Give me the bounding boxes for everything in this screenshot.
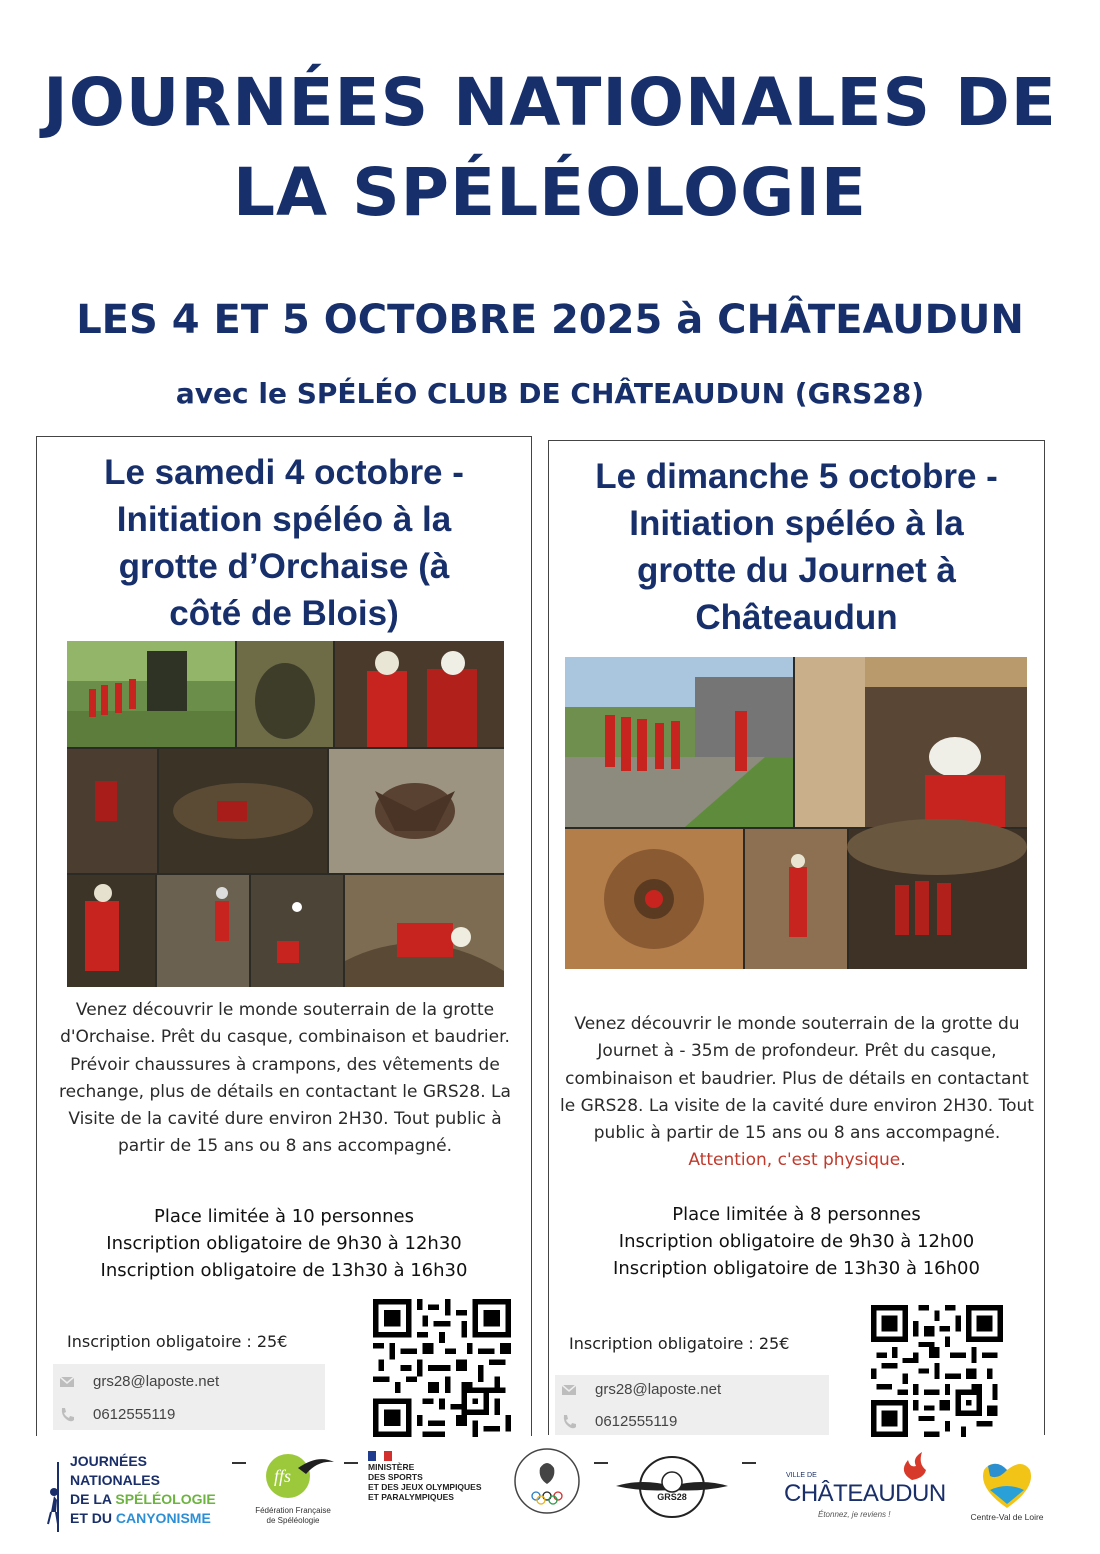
mail-icon	[59, 1374, 75, 1390]
separator	[232, 1462, 246, 1464]
sunday-slot-afternoon: Inscription obligatoire de 13h30 à 16h00	[613, 1258, 980, 1279]
main-title	[0, 58, 1100, 238]
jns-line-3b: SPÉLÉOLOGIE	[115, 1491, 216, 1507]
saturday-description: Venez découvrir le monde souterrain de la grotte d'Orchaise. Prêt du casque, combinaison et baudrier. Prévoir chaussures à crampons, des vêtements de rechange, plus de détails en contactant le GRS28. La Visite de la cavité dure environ 2H30. Tout public à partir de 15 ans ou 8 ans accompagné.	[59, 1000, 511, 1157]
region-name: Centre-Val de Loire	[970, 1512, 1044, 1522]
event-dates: LES 4 ET 5 OCTOBRE 2025 à CHÂTEAUDUN	[76, 297, 1024, 343]
ministry-line-2: DES SPORTS	[368, 1472, 423, 1482]
ministry-line-4: ET PARALYMPIQUES	[368, 1492, 454, 1502]
ffs-logo	[248, 1448, 338, 1534]
saturday-heading-line: côté de Blois)	[169, 594, 399, 633]
ministry-line-3: ET DES JEUX OLYMPIQUES	[368, 1482, 482, 1492]
saturday-contact-box	[53, 1364, 325, 1430]
saturday-fee: Inscription obligatoire : 25€	[67, 1332, 288, 1351]
sunday-places: Place limitée à 8 personnes	[672, 1204, 921, 1225]
chateaudun-tagline: Étonnez, je reviens !	[818, 1510, 891, 1519]
svg-text:ffs: ffs	[274, 1466, 292, 1486]
ffs-caption-1: Fédération Française	[255, 1506, 331, 1515]
region-logo	[960, 1454, 1054, 1534]
sunday-heading-line: Châteaudun	[695, 598, 898, 637]
french-flag-icon	[368, 1451, 392, 1461]
title-line-2: LA SPÉLÉOLOGIE	[233, 154, 867, 231]
jns-line-4a: ET DU	[70, 1510, 116, 1526]
club-name: avec le SPÉLÉO CLUB DE CHÂTEAUDUN (GRS28)	[175, 377, 925, 410]
sunday-registration-info	[549, 1201, 1044, 1282]
chateaudun-logo	[784, 1452, 946, 1532]
region-heart-icon	[960, 1454, 1054, 1510]
jns-line-2: NATIONALES	[70, 1472, 160, 1488]
sunday-phone-row[interactable]	[555, 1407, 829, 1437]
orchaise-photo-collage	[67, 641, 504, 987]
saturday-qr-code[interactable]	[373, 1299, 511, 1437]
sunday-contact-box	[555, 1375, 829, 1435]
journet-collage-graphic	[565, 657, 1027, 969]
separator	[742, 1462, 756, 1464]
ministry-logo	[368, 1448, 498, 1534]
sunday-warning: Attention, c'est physique	[688, 1150, 901, 1171]
saturday-phone[interactable]: 0612555119	[93, 1406, 176, 1423]
phone-icon	[561, 1414, 577, 1430]
sunday-email[interactable]: grs28@laposte.net	[595, 1381, 722, 1398]
sunday-fee: Inscription obligatoire : 25€	[569, 1334, 790, 1353]
sunday-heading-line: Le dimanche 5 octobre -	[595, 457, 998, 496]
sunday-panel	[548, 440, 1045, 1435]
saturday-heading	[37, 449, 531, 637]
jns-line-3a: DE LA	[70, 1491, 116, 1507]
ffs-emblem-icon	[248, 1448, 338, 1504]
orchaise-collage-graphic	[67, 641, 504, 987]
sunday-description-block	[559, 1011, 1035, 1175]
sunday-email-row[interactable]	[555, 1375, 829, 1405]
grs28-badge-icon	[612, 1452, 732, 1522]
saturday-places: Place limitée à 10 personnes	[154, 1206, 414, 1227]
sunday-heading-line: Initiation spéléo à la	[629, 504, 964, 543]
ffs-caption-2: de Spéléologie	[266, 1516, 320, 1525]
saturday-email[interactable]: grs28@laposte.net	[93, 1373, 220, 1390]
grs28-badge-text: GRS28	[657, 1492, 687, 1502]
separator	[344, 1462, 358, 1464]
saturday-slot-afternoon: Inscription obligatoire de 13h30 à 16h30	[100, 1260, 468, 1281]
saturday-heading-line: Le samedi 4 octobre -	[104, 453, 464, 492]
saturday-panel	[36, 436, 532, 1436]
sunday-slot-morning: Inscription obligatoire de 9h30 à 12h00	[618, 1231, 975, 1252]
jns-line-4b: CANYONISME	[115, 1510, 211, 1526]
sunday-phone[interactable]: 0612555119	[595, 1413, 678, 1430]
cnosf-logo	[512, 1446, 582, 1516]
sunday-qr-code[interactable]	[871, 1305, 1003, 1437]
saturday-email-row[interactable]	[53, 1367, 325, 1397]
grs28-logo	[612, 1452, 732, 1522]
separator	[594, 1462, 608, 1464]
saturday-heading-line: Initiation spéléo à la	[116, 500, 452, 539]
sunday-warning-suffix: .	[900, 1150, 906, 1171]
title-line-1: JOURNÉES NATIONALES DE	[43, 64, 1057, 141]
journet-photo-collage	[565, 657, 1027, 969]
saturday-registration-info	[37, 1203, 531, 1284]
sunday-description: Venez découvrir le monde souterrain de la grotte du Journet à - 35m de profondeur. Prêt du casque, combinaison et baudrier. Plus de détails en contactant le GRS28. La visite de la cavité dure environ 2H30. Tout public à partir de 15 ans ou 8 ans accompagné.	[560, 1014, 1034, 1144]
caver-rope-icon	[46, 1462, 66, 1532]
jns-logo	[46, 1452, 236, 1538]
saturday-heading-line: grotte d’Orchaise (à	[118, 547, 450, 586]
sunday-heading	[549, 453, 1044, 641]
phone-icon	[59, 1407, 75, 1423]
flame-icon	[894, 1452, 934, 1480]
ville-de: VILLE DE	[786, 1472, 817, 1479]
partner-logos	[0, 1440, 1100, 1554]
saturday-phone-row[interactable]	[53, 1400, 325, 1430]
ministry-line-1: MINISTÈRE	[368, 1462, 415, 1472]
chateaudun-wordmark: CHÂTEAUDUN	[784, 1480, 946, 1507]
jns-line-1: JOURNÉES	[70, 1453, 148, 1469]
saturday-slot-morning: Inscription obligatoire de 9h30 à 12h30	[106, 1233, 462, 1254]
sunday-heading-line: grotte du Journet à	[637, 551, 956, 590]
olympic-committee-emblem-icon	[512, 1446, 582, 1516]
mail-icon	[561, 1382, 577, 1398]
